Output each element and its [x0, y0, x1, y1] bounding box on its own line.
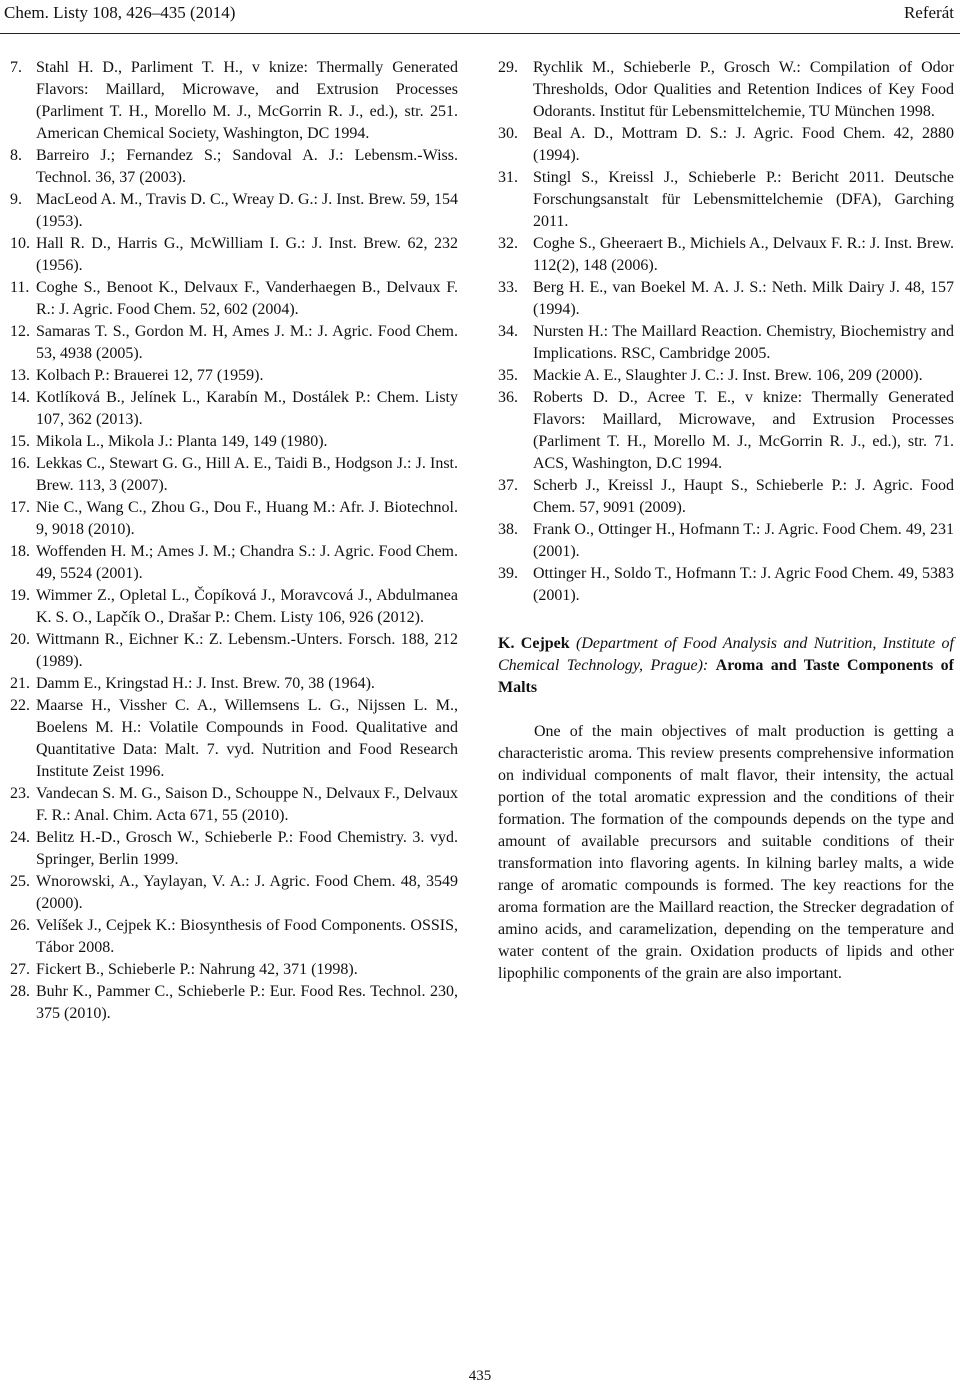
reference-text: Mikola L., Mikola J.: Planta 149, 149 (1980).: [36, 433, 328, 450]
reference-item: [10, 365, 458, 387]
reference-item: [10, 783, 458, 827]
page-number: 435: [468, 1368, 492, 1384]
reference-item: [498, 321, 954, 365]
reference-item: [10, 57, 458, 145]
reference-item: [10, 695, 458, 783]
reference-text: Coghe S., Gheeraert B., Michiels A., Delvaux F. R.: J. Inst. Brew. 112(2), 148 (2006).: [533, 235, 954, 274]
reference-number: 19.: [10, 587, 30, 604]
reference-number: 37.: [498, 477, 518, 494]
reference-item: [498, 475, 954, 519]
reference-item: [498, 277, 954, 321]
reference-item: [10, 145, 458, 189]
reference-number: 29.: [498, 59, 518, 76]
reference-text: Stingl S., Kreissl J., Schieberle P.: Bericht 2011. Deutsche Forschungsanstalt für Lebensmittelchemie (DFA), Garching 2011.: [533, 169, 954, 230]
reference-item: [498, 167, 954, 233]
journal-citation: Chem. Listy 108, 426–435 (2014): [4, 3, 236, 22]
abstract-body: One of the main objectives of malt production is getting a characteristic aroma. This review presents comprehensive information on individual components of malt flavor, their intensity, the actual portion of the total aromatic expression and the conditions of their formation. The formation of the compounds depends on the type and amount of available precursors and suitable conditions of their transformation into flavoring agents. In kilning barley malts, a wide range of aromatic compounds is formed. The key reactions for the aroma formation are the Maillard reaction, the Strecker degradation of amino acids, and caramelization, depending on the temperature and water content of the grain. Oxidation products of lipids and other lipophilic components of the grain are also important.: [498, 723, 954, 982]
reference-text: Belitz H.-D., Grosch W., Schieberle P.: Food Chemistry. 3. vyd. Springer, Berlin 1999.: [36, 829, 458, 868]
reference-item: [10, 233, 458, 277]
reference-item: [10, 673, 458, 695]
reference-item: [10, 277, 458, 321]
reference-item: [10, 827, 458, 871]
reference-text: Coghe S., Benoot K., Delvaux F., Vanderhaegen B., Delvaux F. R.: J. Agric. Food Chem. 52, 602 (2004).: [36, 279, 458, 318]
reference-text: MacLeod A. M., Travis D. C., Wreay D. G.: J. Inst. Brew. 59, 154 (1953).: [36, 191, 458, 230]
reference-number: 34.: [498, 323, 518, 340]
right-column: [498, 57, 954, 985]
reference-number: 31.: [498, 169, 518, 186]
reference-text: Barreiro J.; Fernandez S.; Sandoval A. J.: Lebensm.-Wiss. Technol. 36, 37 (2003).: [36, 147, 458, 186]
reference-number: 8.: [10, 147, 22, 164]
reference-number: 24.: [10, 829, 30, 846]
reference-text: Vandecan S. M. G., Saison D., Schouppe N., Delvaux F., Delvaux F. R.: Anal. Chim. Acta 671, 55 (2010).: [36, 785, 458, 824]
reference-text: Ottinger H., Soldo T., Hofmann T.: J. Agric Food Chem. 49, 5383 (2001).: [533, 565, 954, 604]
reference-item: [10, 871, 458, 915]
abstract-heading: [498, 633, 954, 699]
reference-number: 9.: [10, 191, 22, 208]
reference-number: 17.: [10, 499, 30, 516]
reference-number: 28.: [10, 983, 30, 1000]
reference-item: [10, 189, 458, 233]
reference-number: 22.: [10, 697, 30, 714]
abstract-author: K. Cejpek: [498, 635, 570, 652]
reference-number: 27.: [10, 961, 30, 978]
reference-text: Hall R. D., Harris G., McWilliam I. G.: J. Inst. Brew. 62, 232 (1956).: [36, 235, 458, 274]
reference-text: Maarse H., Vissher C. A., Willemsens L. G., Nijssen L. M., Boelens M. H.: Volatile Compounds in Food. Qualitative and Quantitative Data: Malt. 7. vyd. Nutrition and Food Research Institute Zeist 1996.: [36, 697, 458, 780]
reference-item: [498, 387, 954, 475]
reference-item: [10, 497, 458, 541]
reference-number: 38.: [498, 521, 518, 538]
reference-number: 11.: [10, 279, 30, 296]
reference-item: [10, 915, 458, 959]
reference-text: Mackie A. E., Slaughter J. C.: J. Inst. Brew. 106, 209 (2000).: [533, 367, 923, 384]
reference-text: Fickert B., Schieberle P.: Nahrung 42, 371 (1998).: [36, 961, 358, 978]
reference-number: 14.: [10, 389, 30, 406]
reference-number: 15.: [10, 433, 30, 450]
reference-item: [10, 629, 458, 673]
reference-text: Kotlíková B., Jelínek L., Karabín M., Dostálek P.: Chem. Listy 107, 362 (2013).: [36, 389, 458, 428]
reference-text: Frank O., Ottinger H., Hofmann T.: J. Agric. Food Chem. 49, 231 (2001).: [533, 521, 954, 560]
reference-item: [10, 453, 458, 497]
reference-text: Velíšek J., Cejpek K.: Biosynthesis of Food Components. OSSIS, Tábor 2008.: [36, 917, 458, 956]
reference-text: Berg H. E., van Boekel M. A. J. S.: Neth. Milk Dairy J. 48, 157 (1994).: [533, 279, 954, 318]
reference-text: Nursten H.: The Maillard Reaction. Chemistry, Biochemistry and Implications. RSC, Cambridge 2005.: [533, 323, 954, 362]
reference-item: [10, 959, 458, 981]
reference-number: 20.: [10, 631, 30, 648]
reference-text: Kolbach P.: Brauerei 12, 77 (1959).: [36, 367, 264, 384]
reference-number: 18.: [10, 543, 30, 560]
reference-text: Beal A. D., Mottram D. S.: J. Agric. Food Chem. 42, 2880 (1994).: [533, 125, 954, 164]
reference-text: Samaras T. S., Gordon M. H, Ames J. M.: J. Agric. Food Chem. 53, 4938 (2005).: [36, 323, 458, 362]
abstract-title: Aroma and Taste Components of Malts: [498, 657, 955, 696]
reference-item: [10, 981, 458, 1025]
reference-number: 10.: [10, 235, 30, 252]
reference-text: Roberts D. D., Acree T. E., v knize: Thermally Generated Flavors: Maillard, Microwave, and Extrusion Processes (Parliment T. H., Morello M. J., McGorrin R. J., ed.), str. 71. ACS, Washington, D.C 1994.: [533, 389, 954, 472]
reference-text: Lekkas C., Stewart G. G., Hill A. E., Taidi B., Hodgson J.: J. Inst. Brew. 113, 3 (2007).: [36, 455, 458, 494]
reference-text: Wnorowski, A., Yaylayan, V. A.: J. Agric. Food Chem. 48, 3549 (2000).: [36, 873, 458, 912]
reference-number: 16.: [10, 455, 30, 472]
reference-text: Damm E., Kringstad H.: J. Inst. Brew. 70, 38 (1964).: [36, 675, 375, 692]
reference-text: Wittmann R., Eichner K.: Z. Lebensm.-Unters. Forsch. 188, 212 (1989).: [36, 631, 458, 670]
reference-item: [498, 57, 954, 123]
reference-text: Buhr K., Pammer C., Schieberle P.: Eur. Food Res. Technol. 230, 375 (2010).: [36, 983, 458, 1022]
reference-text: Stahl H. D., Parliment T. H., v knize: Thermally Generated Flavors: Maillard, Microwave, and Extrusion Processes (Parliment T. H., Morello M. J., McGorrin R. J., ed.), str. 251. American Chemical Society, Washington, DC 1994.: [36, 59, 458, 142]
reference-number: 25.: [10, 873, 30, 890]
reference-number: 33.: [498, 279, 518, 296]
reference-item: [10, 541, 458, 585]
reference-number: 35.: [498, 367, 518, 384]
reference-number: 26.: [10, 917, 30, 934]
reference-number: 13.: [10, 367, 30, 384]
abstract-affiliation: (Department of Food Analysis and Nutrition, Institute of Chemical Technology, Prague):: [498, 635, 955, 674]
reference-item: [10, 585, 458, 629]
reference-number: 32.: [498, 235, 518, 252]
reference-number: 21.: [10, 675, 30, 692]
reference-number: 36.: [498, 389, 518, 406]
right-column-references: [498, 57, 954, 607]
reference-text: Scherb J., Kreissl J., Haupt S., Schieberle P.: J. Agric. Food Chem. 57, 9091 (2009).: [533, 477, 954, 516]
reference-number: 12.: [10, 323, 30, 340]
left-column-references: [10, 57, 458, 1025]
reference-text: Wimmer Z., Opletal L., Čopíková J., Moravcová J., Abdulmanea K. S. O., Lapčík O., Drašar P.: Chem. Listy 106, 926 (2012).: [36, 587, 458, 626]
reference-item: [498, 563, 954, 607]
reference-item: [10, 431, 458, 453]
reference-number: 30.: [498, 125, 518, 142]
header-rule: [0, 33, 960, 34]
reference-number: 23.: [10, 785, 30, 802]
section-label: Referát: [903, 3, 954, 22]
reference-text: Woffenden H. M.; Ames J. M.; Chandra S.: J. Agric. Food Chem. 49, 5524 (2001).: [36, 543, 458, 582]
reference-item: [10, 321, 458, 365]
reference-text: Rychlik M., Schieberle P., Grosch W.: Compilation of Odor Thresholds, Odor Qualities and Retention Indices of Key Food Odorants. Institut für Lebensmittelchemie, TU München 1998.: [533, 59, 954, 120]
reference-item: [498, 123, 954, 167]
page-header: [0, 3, 960, 35]
reference-number: 39.: [498, 565, 518, 582]
reference-item: [498, 233, 954, 277]
reference-item: [498, 519, 954, 563]
reference-item: [498, 365, 954, 387]
reference-item: [10, 387, 458, 431]
reference-text: Nie C., Wang C., Zhou G., Dou F., Huang M.: Afr. J. Biotechnol. 9, 9018 (2010).: [36, 499, 458, 538]
reference-number: 7.: [10, 59, 22, 76]
